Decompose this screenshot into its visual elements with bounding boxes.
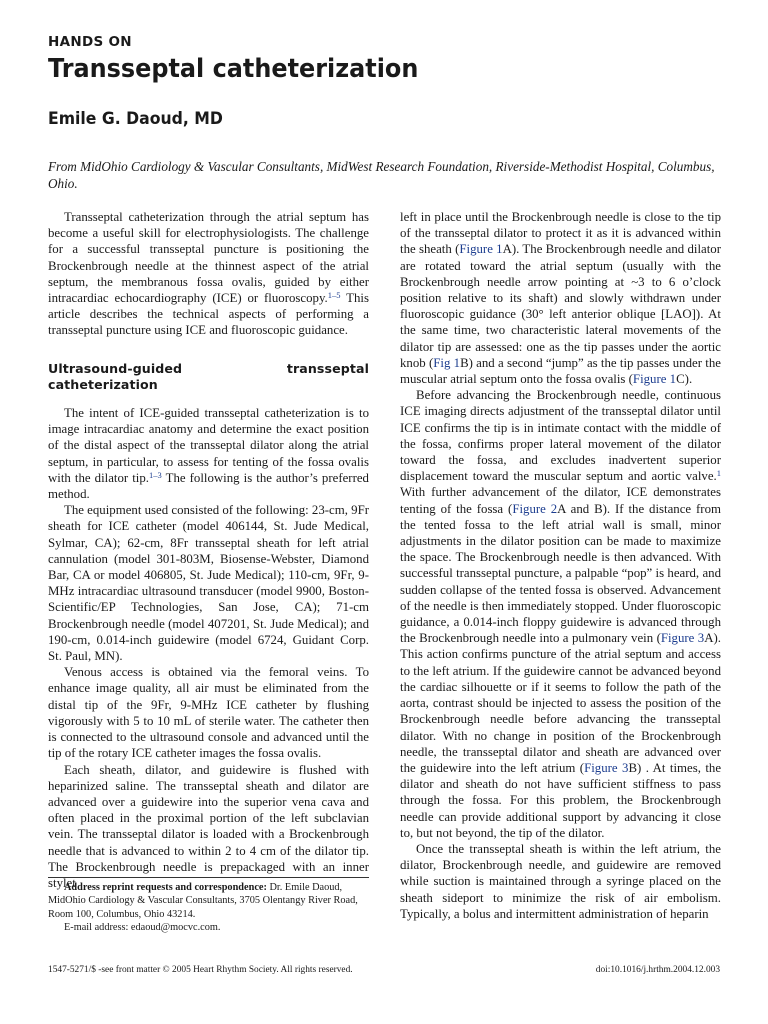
correspondence-footnote: Address reprint requests and correspondence: Dr. Emile Daoud, MidOhio Cardiology & Vascular Consultants, 3705 Olentangy River Road, Room 100, Columbus, Ohio 43214. E-mail address: edaoud@mocvc.com. xyxy=(48,881,369,935)
figure-link[interactable]: Fig 1 xyxy=(433,355,461,370)
right-column xyxy=(400,209,721,922)
body-paragraph: Before advancing the Brockenbrough needle, continuous ICE imaging directs adjustment of the transseptal dilator until ICE confirms the tip is in intimate contact with the middle of the fossa, confirms proper lateral movement of the dilator toward the fossa, and excludes inadvertent superior displacement toward the muscular septum and aortic valve.$^1$ With further advancement of the dilator, ICE demonstrates tenting of the fossa (Figure 2A and B). If the distance from the tented fossa to the left atrial wall is small, minor adjustments in the dilator position can be made to maximize the space. The Brockenbrough needle is then advanced. With successful transseptal puncture, a palpable “pop” is heard, and sudden collapse of the tented fossa is observed. Advancement of the needle is then immediately stopped. Under fluoroscopic guidance, a 0.014-inch floppy guidewire is advanced through the Brockenbrough needle into a pulmonary vein (Figure 3A). This action confirms puncture of the atrial septum and access to the left atrium. If the guidewire cannot be advanced beyond the cardiac silhouette or if it seems to follow the path of the aorta, contrast should be injected to assess the position of the Brockenbrough needle before advancing the transseptal dilator. With no change in position of the Brockenbrough needle, the transseptal dilator and sheath are advanced over the guidewire into the left atrium (Figure 3B) . At times, the dilator and sheath do not have sufficient stiffness to pass through the fossa. For this problem, the Brockenbrough needle can provide additional support by advancing it close to, but not beyond, the tip of the dilator. xyxy=(400,388,722,840)
figure-link[interactable]: Figure 2 xyxy=(512,501,558,516)
doi[interactable]: doi:10.1016/j.hrthm.2004.12.003 xyxy=(595,965,720,975)
body-paragraph: Each sheath, dilator, and guidewire is flushed with heparinized saline. The transseptal sheath and dilator are advanced over a guidewire into the superior vena cava and often placed in the proximal portion of the left subclavian vein. The transseptal dilator is loaded with a Brockenbrough needle that is advanced to within 2 to 4 cm of the dilator tip. The Brockenbrough needle is prepackaged with an inner stylet xyxy=(48,762,369,890)
copyright-notice: 1547-5271/$ -see front matter © 2005 Heart Rhythm Society. All rights reserved. xyxy=(48,965,353,975)
figure-link[interactable]: Figure 3 xyxy=(660,631,705,646)
author-affiliation: From MidOhio Cardiology & Vascular Consultants, MidWest Research Foundation, Riverside-Methodist Hospital, Columbus, Ohio. xyxy=(48,159,715,191)
body-paragraph: left in place until the Brockenbrough needle is close to the tip of the transseptal dilator to protect it as it is advanced within the sheath (Figure 1A). The Brockenbrough needle and dilator are rotated toward the atrial septum (usually with the Brockenbrough needle arrow pointing at ~3 to 6 o’clock position relative to its shaft) and slowly withdrawn under fluoroscopic guidance (30° left anterior oblique [LAO]). At the same time, two characteristic lateral movements of the dilator tip are assessed: one as the tip passes under the aortic knob (Fig 1B) and a second “jump” as the tip passes under the muscular atrial septum onto the fossa ovalis (Figure 1C). xyxy=(400,210,722,387)
body-paragraph: The intent of ICE-guided transseptal catheterization is to image intracardiac anatomy and determine the exact position of the distal aspect of the transseptal dilator along the atrial septum, in particular, to assess for tenting of the fossa ovalis with the dilator tip.$^{1-3}$ The following is the author’s preferred method. xyxy=(48,406,369,502)
figure-link[interactable]: Figure 1 xyxy=(632,372,677,387)
figure-link[interactable]: Figure 3 xyxy=(584,760,629,775)
footnote-label: Address reprint requests and correspondence: xyxy=(64,882,267,893)
body-paragraph: Once the transseptal sheath is within the left atrium, the dilator, Brockenbrough needle, and guidewire are removed while suction is maintained through a syringe placed on the sheath sideport to minimize the risk of air embolism. Typically, a bolus and intermittent administration of heparin xyxy=(400,841,721,921)
citation-link[interactable]: 1 xyxy=(716,468,721,479)
intro-paragraph: Transseptal catheterization through the atrial septum has become a useful skill for electrophysiologists. The challenge for a successful transseptal puncture is positioning the Brockenbrough needle at the thinnest aspect of the atrial septum, the membranous fossa ovalis, guided by either intracardiac echocardiography (ICE) or fluoroscopy.$^{1-5}$ This article describes the technical aspects of performing a transseptal puncture using ICE and fluoroscopic guidance. xyxy=(48,210,369,338)
footnote-divider xyxy=(48,877,369,878)
section-label: HANDS ON xyxy=(48,34,132,50)
citation-link[interactable]: 1–5 xyxy=(327,290,341,301)
section-heading: Ultrasound-guided transseptal catheterization xyxy=(48,360,369,392)
article-title: Transseptal catheterization xyxy=(48,54,419,84)
body-paragraph: The equipment used consisted of the following: 23-cm, 9Fr sheath for ICE catheter (model 406144, St. Jude Medical, Sylmar, CA); 62-cm, 8Fr transseptal sheath for left atrial cannulation (model 301-803M, Biosense-Webster, Diamond Bar, CA or model 406805, St. Jude Medical); 110-cm, 9Fr, 9-MHz intracardiac ultrasound transducer (model 9900, Boston-Scientific/EP Technologies, San Jose, CA); 71-cm Brockenbrough needle (model 407201, St. Jude Medical); and 190-cm, 0.014-inch guidewire (model 6724, Guidant Corp. St. Paul, MN). xyxy=(48,503,369,664)
citation-link[interactable]: 1–3 xyxy=(149,469,162,480)
footnote-email[interactable]: E-mail address: edaoud@mocvc.com. xyxy=(64,922,221,934)
figure-link[interactable]: Figure 1 xyxy=(459,242,503,257)
body-paragraph: Venous access is obtained via the femoral veins. To enhance image quality, all air must be eliminated from the distal tip of the 9Fr, 9-MHz ICE catheter by flushing vigorously with 5 to 10 mL of sterile water. The catheter then is connected to the ultrasound console and advanced until the tip of the rotary ICE catheter images the fossa ovalis. xyxy=(48,665,369,761)
author-name: Emile G. Daoud, MD xyxy=(48,109,223,128)
left-column xyxy=(48,209,369,891)
